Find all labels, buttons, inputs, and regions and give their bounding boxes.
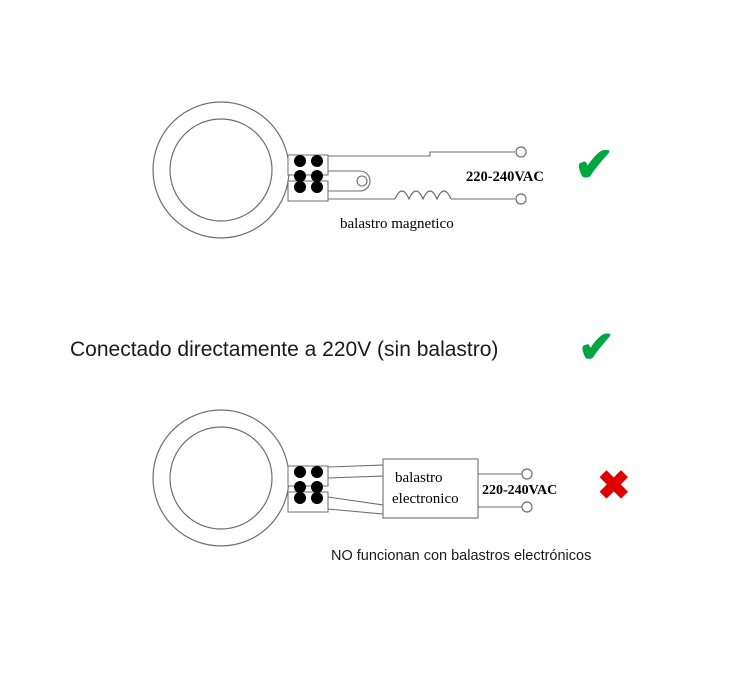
top-starter-element [328,171,370,191]
electronic-ballast-label-line1: balastro [395,470,443,486]
pin-bottom-3 [294,481,306,493]
pin-bottom-2 [311,466,323,478]
direct-connection-statement: Conectado directamente a 220V (sin balastro) [70,338,499,361]
lamp-inner-ring-top [170,119,272,221]
terminal-upper-top [516,147,526,157]
electronic-ballast-label-line2: electronico [392,491,459,507]
starter-loop-path [328,171,370,191]
terminal-upper-bottom [522,469,532,479]
wire-bottom-1 [328,465,383,467]
starter-circle [357,176,367,186]
pin-top-4 [311,170,323,182]
top-connector-block [288,155,328,201]
magnetic-ballast-label: balastro magnetico [340,216,454,232]
pin-top-6 [311,181,323,193]
lamp-inner-ring-bottom [170,427,272,529]
pin-top-2 [311,155,323,167]
pin-top-1 [294,155,306,167]
wire-bottom-3 [328,497,383,505]
pin-bottom-4 [311,481,323,493]
pin-bottom-5 [294,492,306,504]
bottom-connector-block [288,466,328,512]
pin-top-5 [294,181,306,193]
wire-bottom-4 [328,509,383,514]
cross-icon-bottom: ✖ [597,464,631,508]
check-icon-middle: ✔ [578,323,615,372]
lamp-outer-ring-top [153,102,289,238]
bottom-warning-note: NO funcionan con balastros electrónicos [331,548,592,564]
bottom-lamp-group [153,410,289,546]
pin-bottom-1 [294,466,306,478]
check-icon-top: ✔ [574,139,615,192]
wire-bottom-2 [328,476,383,478]
top-lamp-group [153,102,289,238]
magnetic-ballast-coil [395,191,451,199]
top-voltage-label: 220-240VAC [466,169,544,185]
pin-bottom-6 [311,492,323,504]
pin-top-3 [294,170,306,182]
lamp-outer-ring-bottom [153,410,289,546]
electronic-ballast-box [383,459,478,518]
bottom-voltage-label: 220-240VAC [482,483,558,498]
terminal-lower-top [516,194,526,204]
terminal-lower-bottom [522,502,532,512]
wire-upper-top [328,152,515,156]
